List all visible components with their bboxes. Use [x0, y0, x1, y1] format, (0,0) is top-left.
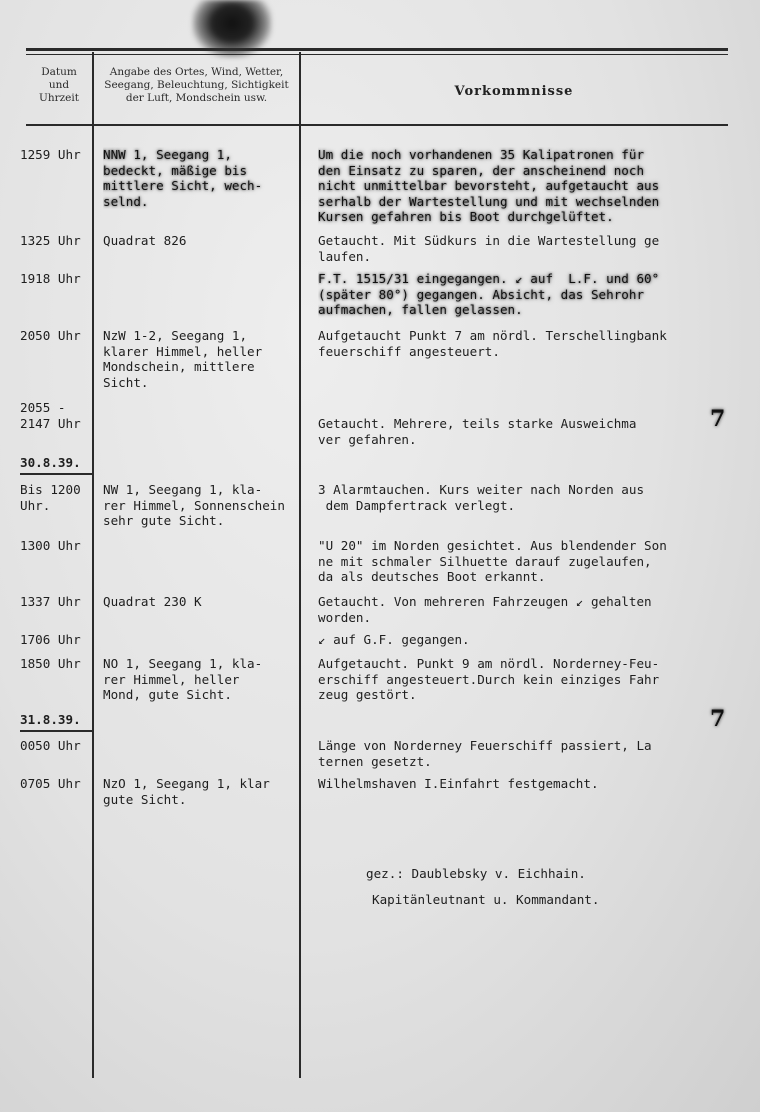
entry-event: Länge von Norderney Feuerschiff passiert, La ternen gesetzt. — [318, 738, 652, 769]
entry-event: F.T. 1515/31 eingegangen. ↙ auf L.F. und 60° (später 80°) gegangen. Absicht, das Sehrohr aufmachen, fallen gelassen. — [318, 271, 660, 318]
column-divider-1 — [92, 52, 94, 1078]
entry-weather: NW 1, Seegang 1, kla- rer Himmel, Sonnenschein sehr gute Sicht. — [103, 482, 285, 529]
entry-time: 0705 Uhr — [20, 776, 81, 791]
entry-time: 1325 Uhr — [20, 233, 81, 248]
entry-time: Bis 1200 Uhr. — [20, 482, 81, 513]
top-rule — [26, 48, 728, 51]
entry-weather: NzO 1, Seegang 1, klar gute Sicht. — [103, 776, 270, 807]
signature-title: Kapitänleutnant u. Kommandant. — [372, 892, 600, 907]
entry-time: 1706 Uhr — [20, 632, 81, 647]
date-underline — [20, 730, 94, 732]
entry-event: ↙ auf G.F. gegangen. — [318, 632, 470, 647]
top-rule-thin — [26, 54, 728, 55]
entry-event: Getaucht. Mit Südkurs in die Wartestellung ge laufen. — [318, 233, 660, 264]
entry-time: 1300 Uhr — [20, 538, 81, 553]
entry-time: 1337 Uhr — [20, 594, 81, 609]
entry-event: Getaucht. Von mehreren Fahrzeugen ↙ gehalten worden. — [318, 594, 652, 625]
handwritten-mark: 7 — [710, 406, 726, 432]
date-label: 30.8.39. — [20, 455, 81, 470]
entry-event: Um die noch vorhandenen 35 Kalipatronen für den Einsatz zu sparen, der anscheinend noch nicht unmittelbar bevorsteht, aufgetaucht aus serhalb der Wartestellung und mit wechselnden Kursen gefahren bis Boot durchgelüftet. — [318, 147, 660, 225]
entry-event: Wilhelmshaven I.Einfahrt festgemacht. — [318, 776, 599, 791]
entry-event: 3 Alarmtauchen. Kurs weiter nach Norden aus dem Dampfertrack verlegt. — [318, 482, 645, 513]
entry-time: 1850 Uhr — [20, 656, 81, 671]
date-underline — [20, 473, 94, 475]
header-bottom-rule — [26, 124, 728, 126]
entry-time: 2055 - 2147 Uhr — [20, 400, 81, 431]
entry-weather: Quadrat 826 — [103, 233, 187, 248]
handwritten-mark: 7 — [710, 706, 726, 732]
header-vorkommnisse: Vorkommnisse — [454, 84, 574, 99]
entry-time: 1259 Uhr — [20, 147, 81, 162]
date-label: 31.8.39. — [20, 712, 81, 727]
entry-event: Getaucht. Mehrere, teils starke Ausweichma ver gefahren. — [318, 416, 637, 447]
entry-weather: Quadrat 230 K — [103, 594, 202, 609]
header-ort-wetter: Angabe des Ortes, Wind, Wetter, Seegang, Beleuchtung, Sichtigkeit der Luft, Mondschein usw. — [104, 66, 289, 104]
entry-event: Aufgetaucht Punkt 7 am nördl. Terschellingbank feuerschiff angesteuert. — [318, 328, 667, 359]
entry-time: 2050 Uhr — [20, 328, 81, 343]
entry-weather: NzW 1-2, Seegang 1, klarer Himmel, heller Mondschein, mittlere Sicht. — [103, 328, 263, 390]
signature-name: gez.: Daublebsky v. Eichhain. — [366, 866, 586, 881]
entry-event: Aufgetaucht. Punkt 9 am nördl. Norderney-Feu- erschiff angesteuert.Durch kein einziges Fahr zeug gestört. — [318, 656, 660, 703]
header-datum: Datum und Uhrzeit — [39, 66, 79, 104]
entry-event: "U 20" im Norden gesichtet. Aus blendender Son ne mit schmaler Silhuette darauf zugelaufen, da als deutsches Boot erkannt. — [318, 538, 667, 585]
entry-weather: NO 1, Seegang 1, kla- rer Himmel, heller Mond, gute Sicht. — [103, 656, 263, 703]
entry-time: 0050 Uhr — [20, 738, 81, 753]
entry-time: 1918 Uhr — [20, 271, 81, 286]
entry-weather: NNW 1, Seegang 1, bedeckt, mäßige bis mittlere Sicht, wech- selnd. — [103, 147, 263, 209]
